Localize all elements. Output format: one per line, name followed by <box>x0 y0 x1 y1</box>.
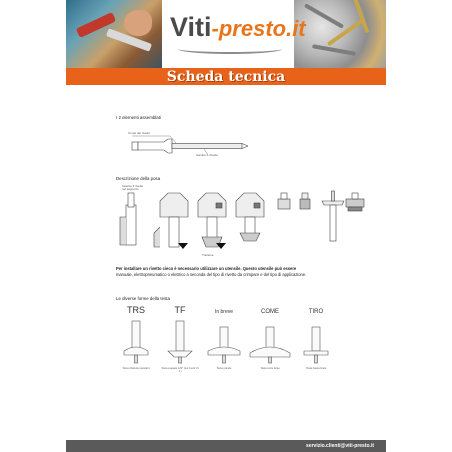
label-mandrel: Gambo o chiodo <box>196 153 219 157</box>
installation-paragraph-line2: manuale, elettropneumatico o elettrico a seconda del tipo di rivetto da crimpare e del tipo di applicazione. <box>116 272 307 277</box>
brand-logo: Viti-presto.it <box>170 12 306 42</box>
head-label-come: COME <box>261 309 279 315</box>
installation-paragraph-line1: Per installare un rivetto cieco è necessario utilizzare un utensile. Questo utensile può essere <box>116 266 297 271</box>
footer-bar <box>66 440 386 452</box>
head-label-tf: TF <box>174 305 186 315</box>
head-shapes-row <box>116 305 348 380</box>
label-insert-support: Inserire il rivetto nel supporto <box>122 184 144 192</box>
label-rivet-body: Corpo del rivetto <box>128 131 151 135</box>
head-label-trs: TRS <box>127 305 145 315</box>
head-caption-3: Testa grande <box>216 367 232 370</box>
head-shape-come <box>250 327 290 363</box>
logo-swoosh <box>178 44 282 54</box>
head-caption-come: Testa extra larga <box>260 367 280 370</box>
head-caption-trs: Testa ribattuta standard <box>122 367 150 370</box>
section-heading-head-shapes: Le diverse forme della testa <box>116 296 170 301</box>
head-caption-tiro: Testa bassa tirata <box>305 367 327 370</box>
head-shape-tf <box>168 321 192 363</box>
head-shape-trs <box>124 321 148 363</box>
head-shape-large <box>208 327 240 363</box>
screws-photo <box>294 0 386 68</box>
installation-steps-diagram <box>118 184 368 257</box>
contact-email-link[interactable]: servizio.clienti@viti-presto.it <box>306 443 374 449</box>
section-heading-installation: Descrizione della posa <box>116 176 161 181</box>
head-caption-tf: Testa svasata 120° (sui rivetti Vs 1.) <box>161 367 199 374</box>
page-title: Scheda tecnica <box>66 68 386 85</box>
head-shape-tiro <box>304 327 328 363</box>
head-shapes-drawing <box>116 317 348 365</box>
installation-paragraph <box>116 266 356 278</box>
header-banner <box>66 0 386 68</box>
datasheet-page <box>66 0 386 452</box>
head-label-3: In breve <box>214 309 234 315</box>
label-traction: Trazione <box>202 253 214 257</box>
head-label-tiro: TIRO <box>308 309 324 315</box>
hands-with-tools-photo <box>66 0 162 68</box>
section-heading-assembled: I 2 elementi assemblati <box>116 115 161 120</box>
